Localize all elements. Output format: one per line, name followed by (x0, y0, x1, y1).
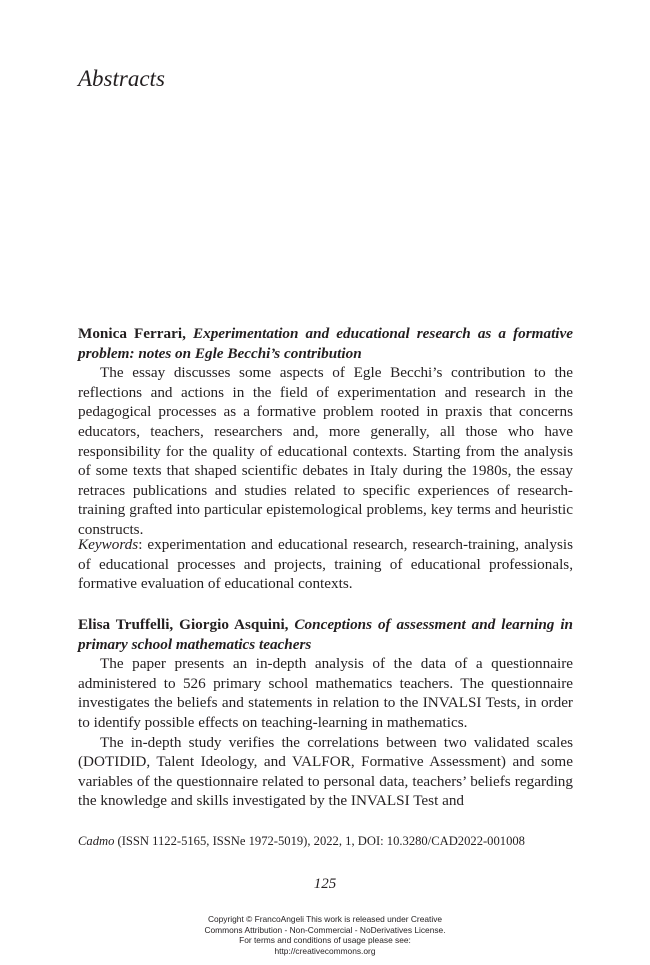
copyright-line: Commons Attribution - Non-Commercial - NoDerivatives License. (204, 924, 446, 935)
abstract-authors: Monica Ferrari, (78, 325, 186, 342)
abstract-title (78, 615, 573, 654)
keywords-label: Keywords (78, 536, 139, 553)
copyright-line: Copyright © FrancoAngeli This work is released under Creative (207, 914, 443, 924)
abstract-truffelli-asquini (78, 615, 573, 811)
copyright-line: For terms and conditions of usage please see: (239, 935, 411, 946)
page-heading: Abstracts (78, 66, 165, 91)
abstract-paragraph-2: The in-depth study verifies the correlations between two validated scales (DOTIDID, Talent Ideology, and VALFOR, Formative Assessment) and some variables of the questionnaire related to personal data, teachers’ beliefs regarding the knowledge and skills investigated by the INVALSI Test and (78, 733, 573, 810)
abstract-paragraph-1: The paper presents an in-depth analysis of the data of a questionnaire administered to 526 primary school mathematics teachers. The questionnaire investigates the beliefs and statements in relation to the INVALSI Tests, in order to identify possible effects on teaching-learning in mathematics. (78, 655, 573, 731)
copyright-notice (0, 914, 650, 956)
copyright-link[interactable]: http://creativecommons.org (274, 945, 376, 956)
abstract-title (78, 324, 573, 363)
journal-name: Cadmo (78, 834, 115, 848)
abstract-body: The essay discusses some aspects of Egle Becchi’s contribution to the reflections and actions in the field of experimentation and research in the pedagogical processes as a formative problem rooted in praxis that concerns educators, teachers, researchers and, more generally, all those who have responsibility for the quality of educational contexts. Starting from the analysis of some texts that shaped scientific debates in Italy during the 1980s, the essay retraces publications and studies related to specific experiences of research-training grafted into particular epistemological problems, key terms and heuristic constructs. (78, 364, 573, 538)
keywords-paragraph (78, 535, 573, 594)
abstract-authors: Elisa Truffelli, Giorgio Asquini, (78, 616, 289, 633)
keywords-ferrari (78, 535, 573, 594)
abstract-article-title: Conceptions of assessment and learning in primary school mathematics teachers (78, 616, 573, 653)
keywords-text: : experimentation and educational research, research-training, analysis of educational processes and projects, training of educational professionals, formative evaluation of educational contexts. (78, 536, 573, 593)
abstract-ferrari (78, 324, 573, 540)
citation-details: (ISSN 1122-5165, ISSNe 1972-5019), 2022, 1, DOI: 10.3280/CAD2022-001008 (114, 834, 525, 848)
page-number: 125 (313, 876, 337, 892)
journal-citation (78, 834, 525, 849)
abstract-article-title: Experimentation and educational research as a formative problem: notes on Egle Becchi’s contribution (78, 325, 574, 362)
